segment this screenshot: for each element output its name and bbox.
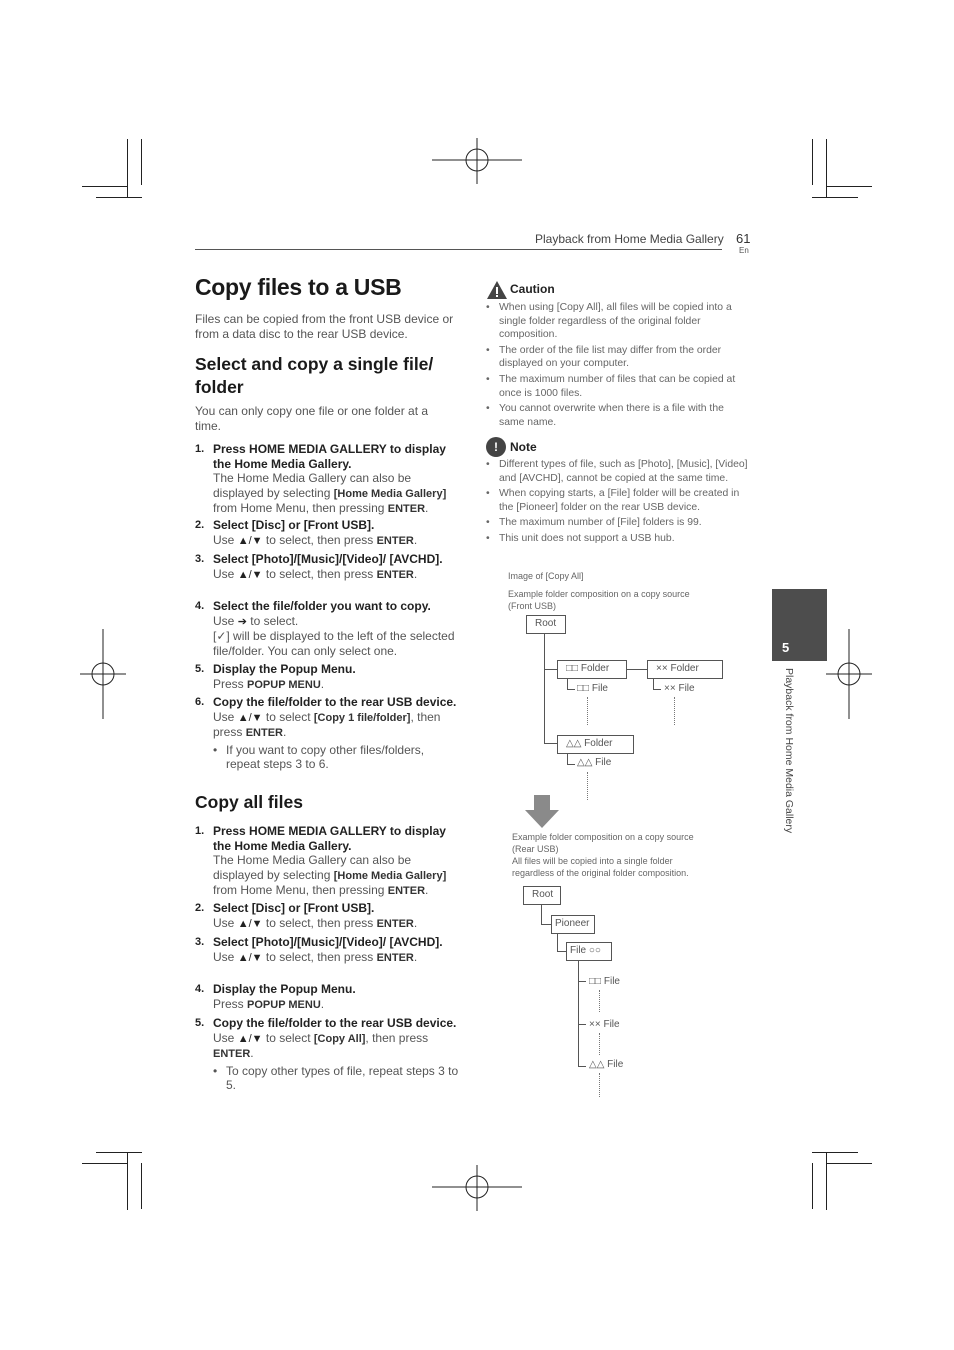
file-label: ×× File (589, 1019, 620, 1030)
step-number: 4. (195, 600, 205, 612)
pioneer-folder-box: Pioneer (551, 915, 595, 934)
up-down-arrow-icon: ▲/▼ (237, 1032, 263, 1045)
list-item: • This unit does not support a USB hub. (486, 532, 748, 546)
chapter-label: Playback from Home Media Gallery (783, 668, 795, 834)
tree-line (653, 679, 654, 689)
up-down-arrow-icon: ▲/▼ (237, 534, 263, 547)
section-intro: You can only copy one file or one folder at a time. (195, 404, 429, 433)
step (195, 824, 460, 899)
step-body: Use ▲/▼ to select, then press ENTER. (213, 532, 418, 547)
tree-line (653, 689, 661, 690)
crop-mark (127, 1152, 128, 1210)
step-title: Select the file/folder you want to copy. (213, 599, 431, 613)
note-icon: ! (486, 437, 506, 457)
root-folder-box: Root (526, 615, 566, 634)
registration-mark (826, 629, 872, 719)
heading-line: Select and copy a single file/ (195, 354, 434, 374)
enter-key: ENTER (376, 917, 414, 930)
step-number: 2. (195, 519, 205, 531)
step-title: Press HOME MEDIA GALLERY to display the Home Media Gallery. (213, 824, 446, 853)
tree-line (567, 679, 568, 689)
registration-mark (432, 138, 522, 184)
step (195, 935, 460, 965)
step (195, 552, 460, 582)
tree-line (578, 961, 579, 1067)
crop-mark (96, 1152, 142, 1153)
caution-list (486, 301, 748, 431)
step-title: Select [Disc] or [Front USB]. (213, 518, 375, 532)
step-number: 2. (195, 902, 205, 914)
step-title: Copy the file/folder to the rear USB device. (213, 695, 457, 709)
list-item: • When using [Copy All], all files will be copied into a single folder regardless of the original folder composition. (486, 301, 748, 342)
tree-line (578, 1066, 586, 1067)
step (195, 901, 460, 931)
key-label: [Copy 1 file/folder] (313, 711, 411, 724)
list-item: • You cannot overwrite when there is a file with the same name. (486, 402, 748, 429)
crop-mark (826, 1163, 872, 1164)
crop-mark (812, 139, 813, 185)
step-number: 5. (195, 663, 205, 675)
up-down-arrow-icon: ▲/▼ (237, 917, 263, 930)
continuation-dots (674, 697, 675, 725)
up-down-arrow-icon: ▲/▼ (237, 568, 263, 581)
crop-mark (826, 186, 872, 187)
note-list (486, 458, 748, 548)
enter-key: ENTER (376, 534, 414, 547)
crop-mark (812, 197, 858, 198)
tree-line (557, 951, 566, 952)
registration-mark (80, 629, 126, 719)
popup-menu-key: POPUP MENU (247, 998, 321, 1011)
step-body: The Home Media Gallery can also be displayed by selecting [Home Media Gallery] from Home Menu, then pressing ENTER. (213, 853, 447, 897)
step-title: Press HOME MEDIA GALLERY to display the Home Media Gallery. (213, 442, 446, 471)
crop-mark (812, 1152, 858, 1153)
step (195, 662, 460, 692)
tree-line (578, 1024, 586, 1025)
enter-key: ENTER (376, 951, 414, 964)
step-body: Use ▲/▼ to select, then press ENTER. (213, 915, 418, 930)
caution-icon (486, 280, 508, 300)
file-label: □□ File (577, 683, 608, 694)
step-bullet: • To copy other types of file, repeat steps 3 to 5. (213, 1064, 460, 1093)
tree-line (544, 634, 545, 743)
step-number: 3. (195, 936, 205, 948)
step-title: Copy the file/folder to the rear USB device. (213, 1016, 457, 1030)
diagram-dest-caption: Example folder composition on a copy source (Rear USB) All files will be copied into a single folder regardless of the original folder composition. (512, 832, 694, 878)
up-down-arrow-icon: ▲/▼ (237, 711, 263, 724)
step-title: Select [Photo]/[Music]/[Video]/ [AVCHD]. (213, 935, 443, 949)
step-body: Use ▲/▼ to select, then press ENTER. (213, 949, 418, 964)
enter-key: ENTER (387, 503, 426, 515)
diagram-source-caption: Example folder composition on a copy source (Front USB) (508, 589, 690, 611)
chapter-tab (772, 589, 827, 661)
list-item: • When copying starts, a [File] folder will be created in the [Pioneer] folder on the rear USB device. (486, 487, 748, 514)
step-number: 3. (195, 553, 205, 565)
key-label: [Home Media Gallery] (333, 487, 447, 500)
file-label: □□ File (589, 976, 620, 987)
diagram-caption: Image of [Copy All] (508, 571, 584, 581)
tree-line (544, 743, 557, 744)
step-body: Press POPUP MENU. (213, 676, 325, 691)
step-number: 4. (195, 983, 205, 995)
tree-line (627, 669, 647, 670)
tree-line (557, 934, 558, 951)
step-number: 6. (195, 696, 205, 708)
right-arrow-icon: ➔ (237, 615, 247, 628)
step-number: 5. (195, 1017, 205, 1029)
step (195, 695, 460, 772)
step (195, 518, 460, 548)
crop-mark (812, 1163, 813, 1209)
step-number: 1. (195, 825, 205, 837)
step-title: Display the Popup Menu. (213, 662, 356, 676)
tree-line (567, 764, 575, 765)
crop-mark (96, 197, 142, 198)
list-item: • The maximum number of files that can be copied at once is 1000 files. (486, 373, 748, 400)
tree-line (544, 669, 557, 670)
step (195, 1016, 460, 1093)
step-bullet: • If you want to copy other files/folders, repeat steps 3 to 6. (213, 743, 460, 772)
step-body: Use ▲/▼ to select, then press ENTER. (213, 566, 418, 581)
caution-label: Caution (510, 282, 555, 296)
step-body: Press POPUP MENU. (213, 996, 325, 1011)
continuation-dots (599, 1033, 600, 1055)
language-code: En (739, 246, 749, 255)
continuation-dots (599, 1073, 600, 1097)
list-item: • Different types of file, such as [Photo], [Music], [Video] and [AVCHD], cannot be copied at the same time. (486, 458, 748, 485)
tree-line (578, 981, 586, 982)
key-label: [Home Media Gallery] (333, 869, 447, 882)
step-body: [✓] will be displayed to the left of the selected file/folder. You can only select one. (213, 629, 455, 658)
step-body: Use ➔ to select. (213, 613, 299, 628)
continuation-dots (587, 772, 588, 800)
chapter-number: 5 (782, 640, 790, 655)
step-body: Use ▲/▼ to select [Copy 1 file/folder], then press ENTER. (213, 709, 441, 739)
list-item: • The maximum number of [File] folders is 99. (486, 516, 748, 530)
crop-mark (127, 139, 128, 197)
tree-line (541, 924, 551, 925)
section-heading-all: Copy all files (195, 792, 303, 812)
registration-mark (432, 1165, 522, 1211)
crop-mark (141, 139, 142, 185)
step-body: Use ▲/▼ to select [Copy All], then press ENTER. (213, 1030, 429, 1060)
step-title: Select [Photo]/[Music]/[Video]/ [AVCHD]. (213, 552, 443, 566)
heading-line: folder (195, 377, 244, 397)
continuation-dots (599, 990, 600, 1012)
enter-key: ENTER (213, 1048, 251, 1060)
step (195, 982, 460, 1012)
enter-key: ENTER (245, 727, 283, 739)
key-label: [Copy All] (313, 1032, 366, 1045)
section-heading-single (195, 353, 460, 399)
header-rule (195, 249, 722, 250)
file-label: ×× File (664, 683, 695, 694)
step (195, 599, 460, 658)
folder-box: △△ Folder (557, 735, 634, 754)
root-folder-box: Root (523, 886, 561, 905)
crop-mark (82, 1163, 128, 1164)
enter-key: ENTER (376, 568, 414, 581)
down-arrow-icon (524, 795, 560, 829)
crop-mark (141, 1163, 142, 1209)
step-body: The Home Media Gallery can also be displayed by selecting [Home Media Gallery] from Home Menu, then pressing ENTER. (213, 471, 447, 515)
crop-mark (826, 1152, 827, 1210)
tree-line (567, 689, 575, 690)
page-number: 61 (736, 231, 751, 246)
note-label: Note (510, 440, 537, 454)
up-down-arrow-icon: ▲/▼ (237, 951, 263, 964)
page-title: Copy files to a USB (195, 274, 402, 300)
continuation-dots (587, 697, 588, 725)
intro-text: Files can be copied from the front USB device or from a data disc to the rear USB device. (195, 312, 454, 341)
popup-menu-key: POPUP MENU (247, 678, 321, 691)
folder-box: ×× Folder (647, 660, 723, 679)
step-title: Select [Disc] or [Front USB]. (213, 901, 375, 915)
step (195, 442, 460, 517)
step-number: 1. (195, 443, 205, 455)
step-title: Display the Popup Menu. (213, 982, 356, 996)
folder-box: □□ Folder (557, 660, 627, 679)
running-header: Playback from Home Media Gallery (535, 232, 724, 246)
crop-mark (82, 186, 128, 187)
list-item: • The order of the file list may differ from the order displayed on your computer. (486, 344, 748, 371)
file-label: △△ File (577, 757, 612, 768)
enter-key: ENTER (387, 885, 426, 897)
file-label: △△ File (589, 1059, 624, 1070)
tree-line (541, 905, 542, 924)
crop-mark (826, 139, 827, 197)
file-folder-box: File ○○ (566, 942, 612, 961)
tree-line (567, 754, 568, 764)
